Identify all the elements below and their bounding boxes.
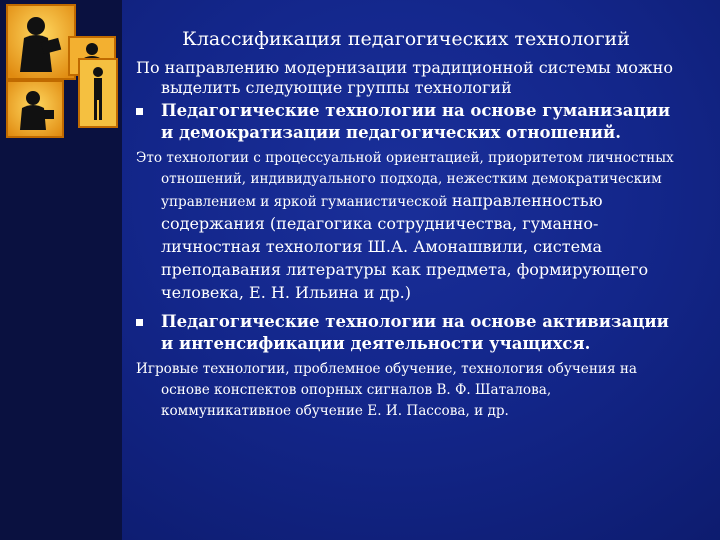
slide-title: Классификация педагогических технологий: [182, 28, 630, 50]
reader-icon: [6, 4, 76, 80]
description-large-text: направленностью содержания (педагогика сотрудничества, гуманно-личностная технология Ш.А. Амонашвили, система преподавания литературы как предмета, формирующего человека, Е. Н. Ильина и др.): [161, 191, 649, 302]
bullet-item: [136, 100, 684, 144]
bullet-square-icon: [136, 319, 143, 326]
intro-text: По направлению модернизации традиционной системы можно выделить следующие группы технологий: [136, 58, 673, 97]
bullet-heading: Педагогические технологии на основе гуманизации и демократизации педагогических отношений.: [161, 101, 671, 142]
standing-person-icon: [78, 58, 118, 128]
description-small-text: Это технологии с процессуальной ориентацией, приоритетом личностных отношений, индивидуального подхода, нежестким демократическим управлением и яркой гуманистической: [136, 150, 674, 210]
bullet-square-icon: [136, 108, 143, 115]
sidebar-panel: [0, 0, 122, 540]
bullet-description: [136, 359, 684, 422]
student-icon: [6, 80, 64, 138]
slide-content: [136, 58, 684, 422]
bullet-item: [136, 311, 684, 355]
bullet-description: [136, 148, 684, 305]
bullet-heading: Педагогические технологии на основе активизации и интенсификации деятельности учащихся.: [161, 312, 669, 353]
description-small-text: Игровые технологии, проблемное обучение, технология обучения на основе конспектов опорных сигналов В. Ф. Шаталова, коммуникативное обучение Е. И. Пассова, и др.: [136, 361, 638, 419]
